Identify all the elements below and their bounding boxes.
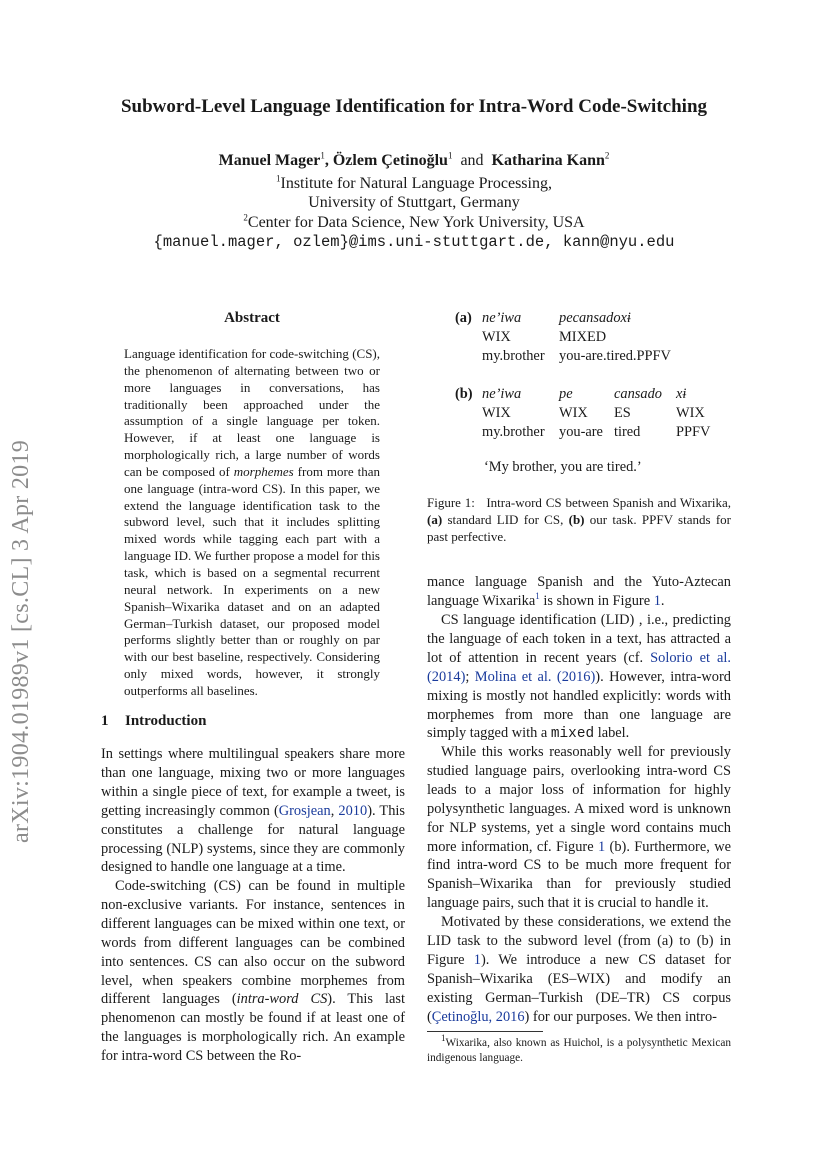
author-affil-mark: 1 — [320, 150, 325, 161]
footnote-text: Wixarika, also known as Huichol, is a polysynthetic Mexican indigenous language. — [427, 1037, 731, 1064]
paragraph-text: In settings where multilingual speakers share more than one language, mixing two or more languages within a single piece of text, for example a tweet, is getting increasingly common ( — [101, 746, 405, 819]
paragraph-text: ). However, intra-word mixing is mostly not handled explicitly: words with morphemes from more than one language are simply tagged with a — [427, 668, 731, 742]
intro-paragraph-5 — [427, 743, 731, 913]
abstract-emphasis: morphemes — [233, 463, 294, 479]
caption-text: Intra-word CS between Spanish and Wixarika, — [486, 495, 731, 510]
example-word: pecansadoxɨ — [559, 310, 631, 326]
caption-ref: (b) — [568, 512, 585, 527]
citation-link[interactable]: Solorio et al. (2014) — [427, 649, 731, 685]
abstract-text: from more than one language (intra-word CS). In this paper, we extend the language identification task to the subword level, such that it includes splitting mixed words while tagging each part with a language ID. We further propose a model for this task, which is based on a segmental recurrent neural network. In experiments on a new Spanish–Wixarika dataset and on an adapted German–Turkish dataset, our proposed model performs slightly better than or roughly on par with our best baseline, respectively. Considering only mixed words, however, it strongly outperforms all baselines. — [124, 463, 380, 698]
paragraph-text: CS language identification (LID) , i.e., predicting the language of each token in a text, has attracted a lot of attention in recent years (cf. — [427, 612, 731, 666]
inline-code: mixed — [550, 726, 595, 743]
example-gloss: you-are — [559, 424, 603, 440]
footnote — [427, 1033, 731, 1065]
paragraph-text: label. — [594, 725, 630, 742]
affiliation-1-line-2: University of Stuttgart, Germany — [308, 194, 520, 211]
abstract-text: Language identification for code-switching (CS), the phenomenon of alternating between two or more languages in conversations, has traditionally been approached under the assumption of a single language per token. However, if at least one language is morphologically rich, a large number of words can be composed of — [124, 346, 380, 479]
paragraph-text: ) for our purposes. We then intro- — [524, 1008, 717, 1025]
citation-link[interactable]: Çetinoğlu, 2016 — [431, 1008, 525, 1025]
caption-label: Figure 1: — [427, 495, 475, 510]
author-name: Manuel Mager — [218, 152, 321, 169]
intro-paragraph-4 — [427, 611, 731, 744]
example-label-b: (b) — [455, 386, 473, 402]
paragraph-text: . — [660, 592, 665, 609]
example-word: ne’iwa — [482, 310, 522, 326]
paragraph-text: (b). Furthermore, we find intra-word CS to be much more frequent for Spanish–Wixarika than for previously studied language pairs, such that it is crucial to handle it. — [427, 838, 731, 912]
affiliation-mark: 2 — [243, 212, 248, 223]
example-word: pe — [559, 386, 573, 402]
section-heading-introduction — [101, 713, 206, 730]
paragraph-text: mance language Spanish and the Yuto-Aztecan language Wixarika — [427, 574, 731, 609]
example-word: ne’iwa — [482, 386, 522, 402]
affiliation-text: Center for Data Science, New York University, USA — [247, 214, 585, 231]
intro-paragraph-2 — [101, 877, 405, 1066]
caption-text: standard LID for CS, — [442, 512, 569, 527]
example-gloss: my.brother — [482, 348, 545, 364]
example-tag: WIX — [482, 405, 511, 421]
example-word: cansado — [614, 386, 662, 402]
arxiv-identifier: arXiv:1904.01989v1 [cs.CL] 3 Apr 2019 — [8, 439, 34, 843]
citation-link[interactable]: Grosjean — [278, 802, 331, 819]
intro-paragraph-6 — [427, 913, 731, 1026]
footnote-number: 1 — [441, 1033, 446, 1044]
example-tag: MIXED — [559, 329, 607, 345]
example-word: xɨ — [676, 386, 687, 402]
author-affil-mark: 1 — [447, 150, 453, 161]
figure-ref-link[interactable]: 1 — [597, 838, 606, 855]
paragraph-text: ). We introduce a new CS dataset for Spanish–Wixarika (ES–WIX) and modify an existing German–Turkish (DE–TR) CS corpus ( — [427, 951, 732, 1025]
paragraph-text: While this works reasonably well for previously studied language pairs, overlooking intra-word CS leads to a major loss of information for highly polysynthetic languages. A mixed word is unknown for NLP systems, yet a single word contains much more information, cf. Figure — [427, 744, 731, 855]
caption-text: our task. PPFV stands for past perfective. — [427, 512, 731, 544]
figure-ref-link[interactable]: 1 — [473, 951, 481, 968]
paragraph-text: ). This constitutes a challenge for natural language processing (NLP) systems, since they are commonly designed to handle one language at a time. — [101, 802, 405, 876]
caption-ref: (a) — [427, 512, 443, 527]
affiliation-text: Institute for Natural Language Processing, — [280, 175, 552, 192]
citation-link[interactable]: Molina et al. (2016) — [474, 668, 596, 685]
figure-ref-link[interactable]: 1 — [653, 592, 661, 609]
author-name: Özlem Çetinoğlu — [332, 152, 448, 169]
author-separator: , — [324, 152, 333, 169]
abstract-body — [124, 346, 380, 700]
paragraph-text: ; — [465, 668, 475, 685]
example-tag: ES — [614, 405, 631, 421]
intro-paragraph-1 — [101, 745, 405, 877]
section-number: 1 — [101, 713, 109, 729]
term-emphasis: intra-word CS — [236, 991, 328, 1008]
paragraph-text: is shown in Figure — [539, 592, 654, 609]
intro-paragraph-3 — [427, 573, 731, 611]
paragraph-text: Motivated by these considerations, we extend the LID task to the subword level (from (a) to (b) in Figure — [427, 914, 731, 968]
authors-line — [60, 152, 768, 170]
paragraph-text: Code-switching (CS) can be found in multiple non-exclusive variants. For instance, sentences in different languages can be mixed within one text, or words from different languages can be combined into sentences. CS can also occur on the subword level, when speakers combine morphemes from different languages ( — [101, 878, 405, 1008]
example-tag: WIX — [676, 405, 705, 421]
affiliation-mark: 1 — [276, 173, 281, 184]
example-gloss: tired — [614, 424, 641, 440]
paragraph-text: ). This last phenomenon can mostly be found if at least one of the languages is morphologically rich. An example for intra-word CS between the Ro- — [101, 991, 405, 1065]
paper-title: Subword-Level Language Identification for Intra-Word Code-Switching — [120, 96, 708, 117]
figure-caption — [427, 494, 731, 545]
affiliation-1-line-1 — [60, 175, 768, 193]
author-conjunction: and — [460, 152, 484, 169]
example-gloss: PPFV — [676, 424, 711, 440]
footnote-divider — [427, 1031, 543, 1032]
footnote-marker[interactable]: 1 — [535, 591, 540, 602]
affiliation-2 — [60, 214, 768, 232]
author-name: Katharina Kann — [491, 152, 605, 169]
author-affil-mark: 2 — [604, 150, 610, 161]
example-translation: ‘My brother, you are tired.’ — [484, 459, 642, 475]
citation-year-link[interactable]: 2010 — [338, 802, 368, 819]
paragraph-text: , — [330, 802, 339, 819]
example-gloss: my.brother — [482, 424, 545, 440]
example-tag: WIX — [559, 405, 588, 421]
abstract-heading: Abstract — [224, 310, 280, 326]
example-gloss: you-are.tired.PPFV — [559, 348, 671, 364]
section-title: Introduction — [125, 713, 207, 729]
example-tag: WIX — [482, 329, 511, 345]
example-label-a: (a) — [455, 310, 472, 326]
author-emails: {manuel.mager, ozlem}@ims.uni-stuttgart.de, kann@nyu.edu — [153, 233, 675, 251]
